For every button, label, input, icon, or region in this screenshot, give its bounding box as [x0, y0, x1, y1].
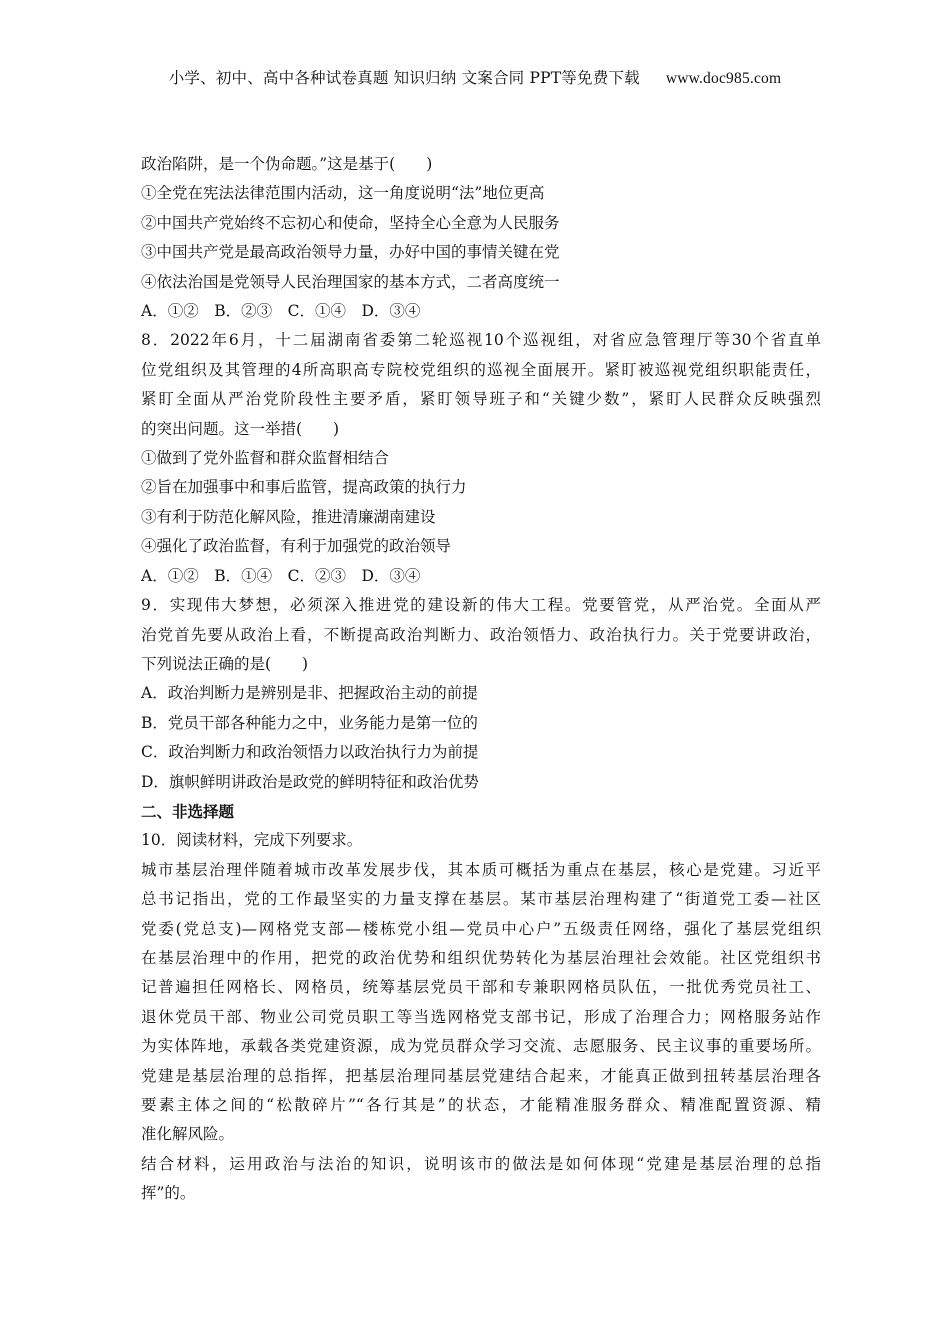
q9-option-a: A．政治判断力是辨别是非、把握政治主动的前提: [141, 684, 478, 703]
q7-options: A．①② B．②③ C．①④ D．③④: [141, 302, 421, 321]
q7-statement-1: ①全党在宪法法律范围内活动，这一角度说明“法”地位更高: [141, 184, 545, 203]
q9-option-c: C．政治判断力和政治领悟力以政治执行力为前提: [141, 743, 479, 762]
q8-statement-2: ②旨在加强事中和事后监管，提高政策的执行力: [141, 478, 467, 497]
q9-stem-line-3: 下列说法正确的是( ): [141, 654, 309, 673]
q7-statement-3: ③中国共产党是最高政治领导力量，办好中国的事情关键在党: [141, 243, 560, 262]
document-body: [141, 150, 821, 1209]
q10-material-line-8: 党建是基层治理的总指挥，把基层治理同基层党建结合起来，才能真正做到扭转基层治理各: [141, 1066, 821, 1085]
q10-stem: 10．阅读材料，完成下列要求。: [141, 831, 363, 850]
q10-material-line-10: 准化解风险。: [141, 1125, 235, 1144]
q10-question-line-1: 结合材料，运用政治与法治的知识，说明该市的做法是如何体现“党建是基层治理的总指: [141, 1154, 821, 1173]
q7-stem-end: 政治陷阱，是一个伪命题。”这是基于( ): [141, 155, 433, 173]
q9-option-d: D．旗帜鲜明讲政治是政党的鲜明特征和政治优势: [141, 772, 479, 791]
header-text: 小学、初中、高中各种试卷真题 知识归纳 文案合同 PPT等免费下载: [168, 69, 640, 87]
q8-statement-4: ④强化了政治监督，有利于加强党的政治领导: [141, 537, 452, 556]
q10-material-line-2: 总书记指出，党的工作最坚实的力量支撑在基层。某市基层治理构建了“街道党工委—社区: [141, 890, 821, 909]
q10-material-line-6: 退休党员干部、物业公司党员职工等当选网格党支部书记，形成了治理合力；网格服务站作: [141, 1007, 821, 1026]
q9-stem-line-1: 9．实现伟大梦想，必须深入推进党的建设新的伟大工程。党要管党，从严治党。全面从严: [141, 596, 821, 615]
page-header: [0, 66, 950, 88]
q10-material-line-1: 城市基层治理伴随着城市改革发展步伐，其本质可概括为重点在基层，核心是党建。习近平: [141, 860, 821, 879]
header-url[interactable]: www.doc985.com: [665, 70, 782, 87]
section-heading: 二、非选择题: [141, 801, 235, 821]
q9-option-b: B．党员干部各种能力之中，业务能力是第一位的: [141, 713, 478, 732]
q10-material-line-5: 记普遍担任网格长、网格员，统筹基层党员干部和专兼职网格员队伍，一批优秀党员社工、: [141, 978, 821, 997]
q10-question-line-2: 挥”的。: [141, 1184, 196, 1203]
q10-material-line-3: 党委(党总支)—网格党支部—楼栋党小组—党员中心户”五级责任网络，强化了基层党组织: [141, 919, 821, 938]
q10-material-line-9: 要素主体之间的“松散碎片”“各行其是”的状态，才能精准服务群众、精准配置资源、精: [141, 1096, 821, 1114]
q8-statement-3: ③有利于防范化解风险，推进清廉湖南建设: [141, 507, 436, 526]
q8-stem-line-1: 8．2022年6月，十二届湖南省委第二轮巡视10个巡视组，对省应急管理厅等30个省直单: [141, 331, 821, 350]
q8-options: A．①② B．①④ C．②③ D．③④: [141, 566, 421, 585]
q10-material-line-4: 在基层治理中的作用，把党的政治优势和组织优势转化为基层治理社会效能。社区党组织书: [141, 948, 821, 967]
q8-statement-1: ①做到了党外监督和群众监督相结合: [141, 449, 390, 468]
q9-stem-line-2: 治党首先要从政治上看，不断提高政治判断力、政治领悟力、政治执行力。关于党要讲政治，: [141, 625, 821, 644]
q8-stem-line-2: 位党组织及其管理的4所高职高专院校党组织的巡视全面展开。紧盯被巡视党组织职能责任，: [141, 360, 821, 379]
q10-material-line-7: 为实体阵地，承载各类党建资源，成为党员群众学习交流、志愿服务、民主议事的重要场所。: [141, 1037, 821, 1056]
q8-stem-line-4: 的突出问题。这一举措( ): [141, 419, 340, 438]
q7-statement-2: ②中国共产党始终不忘初心和使命，坚持全心全意为人民服务: [141, 213, 560, 232]
q8-stem-line-3: 紧盯全面从严治党阶段性主要矛盾，紧盯领导班子和“关键少数”，紧盯人民群众反映强烈: [141, 390, 821, 409]
q7-statement-4: ④依法治国是党领导人民治理国家的基本方式，二者高度统一: [141, 272, 560, 291]
